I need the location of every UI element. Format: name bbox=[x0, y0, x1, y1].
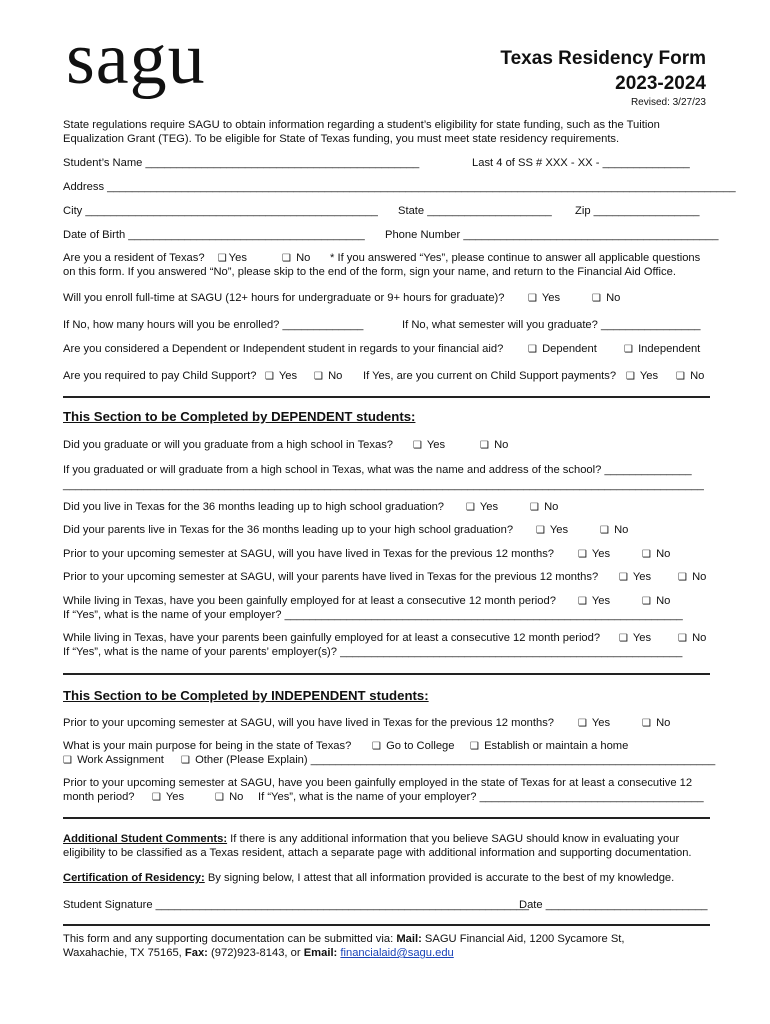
dep-q6-no-checkbox[interactable]: ❑ No bbox=[678, 571, 707, 583]
dep-q7: While living in Texas, have you been gainfully employed for at least a consecutive 12 month period? bbox=[63, 595, 556, 607]
independent-checkbox[interactable]: ❑ Independent bbox=[624, 343, 701, 355]
checkbox-icon: ❑ bbox=[619, 572, 628, 583]
child-support-current-no-checkbox[interactable]: ❑ No bbox=[676, 370, 705, 382]
ind-q3: Prior to your upcoming semester at SAGU, have you been gainfully employed in the state of Texas for at least a consecutive 12 bbox=[63, 777, 693, 789]
dep-q4: Did your parents live in Texas for the 36 months leading up to your high school graduation? bbox=[63, 524, 514, 536]
signature-date-field[interactable]: Date __________________________ bbox=[519, 899, 708, 911]
checkbox-icon: ❑ bbox=[314, 371, 323, 382]
establish-home-checkbox[interactable]: ❑ Establish or maintain a home bbox=[470, 740, 629, 752]
checkbox-icon: ❑ bbox=[624, 344, 633, 355]
fulltime-yes-checkbox[interactable]: ❑ Yes bbox=[528, 292, 561, 304]
resident-yes-checkbox[interactable]: ❑ Yes bbox=[217, 252, 247, 264]
additional-comments: Additional Student Comments: If there is any additional information that you believe SAGU should know in evaluating your eligibility to be classified as a Texas resident, attach a separate page with additional information and supporting documentation. bbox=[63, 833, 692, 859]
ind-q2: What is your main purpose for being in the state of Texas? bbox=[63, 740, 352, 752]
ind-q1-no-checkbox[interactable]: ❑ No bbox=[642, 717, 671, 729]
form-year: 2023-2024 bbox=[615, 73, 706, 94]
fulltime-no-checkbox[interactable]: ❑ No bbox=[592, 292, 621, 304]
form-title: Texas Residency Form bbox=[500, 48, 706, 69]
dep-q3: Did you live in Texas for the 36 months leading up to high school graduation? bbox=[63, 501, 445, 513]
dep-q2-line[interactable]: _______________________________________________________________________________________________________ bbox=[63, 479, 704, 491]
resident-note-2: on this form. If you answered “No”, please skip to the end of the form, sign your name, and return to the Financial Aid Office. bbox=[63, 266, 676, 278]
dep-q6: Prior to your upcoming semester at SAGU, will your parents have lived in Texas for the previous 12 months? bbox=[63, 571, 599, 583]
checkbox-icon: ❑ bbox=[265, 371, 274, 382]
ind-q3b: month period? bbox=[63, 791, 135, 803]
footer-line-2: Waxahachie, TX 75165, Fax: (972)923-8143, or Email: financialaid@sagu.edu bbox=[63, 947, 454, 959]
footer-line-1: This form and any supporting documentation can be submitted via: Mail: SAGU Financial Aid, 1200 Sycamore St, bbox=[63, 933, 625, 945]
work-assignment-checkbox[interactable]: ❑ Work Assignment bbox=[63, 754, 164, 766]
intro-paragraph: State regulations require SAGU to obtain information regarding a student’s eligibility for state funding, such as the Tuition Equalization Grant (TEG). To be eligible for State of Texas funding, you must meet state residency requirements. bbox=[63, 119, 660, 145]
checkbox-icon: ❑ bbox=[678, 572, 687, 583]
checkbox-icon: ❑ bbox=[642, 596, 651, 607]
checkbox-icon: ❑ bbox=[282, 253, 291, 264]
dep-q5-no-checkbox[interactable]: ❑ No bbox=[642, 548, 671, 560]
ind-q3-no-checkbox[interactable]: ❑ No bbox=[215, 791, 244, 803]
ind-q3-yes-checkbox[interactable]: ❑ Yes bbox=[152, 791, 185, 803]
checkbox-icon: ❑ bbox=[181, 755, 190, 766]
checkbox-icon: ❑ bbox=[592, 293, 601, 304]
ind-q1: Prior to your upcoming semester at SAGU, will you have lived in Texas for the previous 12 months? bbox=[63, 717, 555, 729]
dep-q7-yes-checkbox[interactable]: ❑ Yes bbox=[578, 595, 611, 607]
child-support-yes-checkbox[interactable]: ❑ Yes bbox=[265, 370, 298, 382]
resident-question: Are you a resident of Texas? ❑ Yes bbox=[63, 252, 247, 264]
phone-field[interactable]: Phone Number _________________________________________ bbox=[385, 229, 719, 241]
checkbox-icon: ❑ bbox=[528, 293, 537, 304]
dep-q6-yes-checkbox[interactable]: ❑ Yes bbox=[619, 571, 652, 583]
checkbox-icon: ❑ bbox=[578, 718, 587, 729]
student-name-field[interactable]: Student’s Name ____________________________________________ bbox=[63, 157, 420, 169]
checkbox-icon: ❑ bbox=[413, 440, 422, 451]
resident-no-checkbox[interactable]: ❑ No bbox=[282, 252, 311, 264]
dep-q7-no-checkbox[interactable]: ❑ No bbox=[642, 595, 671, 607]
dep-q5-yes-checkbox[interactable]: ❑ Yes bbox=[578, 548, 611, 560]
checkbox-icon: ❑ bbox=[642, 549, 651, 560]
checkbox-icon: ❑ bbox=[152, 792, 161, 803]
checkbox-icon: ❑ bbox=[626, 371, 635, 382]
dep-q2-school-field[interactable]: If you graduated or will graduate from a high school in Texas, what was the name and address of the school? ______________ bbox=[63, 464, 692, 476]
sagu-logo: sagu bbox=[66, 18, 206, 100]
dep-q5: Prior to your upcoming semester at SAGU, will you have lived in Texas for the previous 12 months? bbox=[63, 548, 555, 560]
ind-q1-yes-checkbox[interactable]: ❑ Yes bbox=[578, 717, 611, 729]
checkbox-icon: ❑ bbox=[480, 440, 489, 451]
checkbox-icon: ❑ bbox=[578, 596, 587, 607]
certification: Certification of Residency: By signing below, I attest that all information provided is accurate to the best of my knowledge. bbox=[63, 872, 675, 884]
other-explain-checkbox[interactable]: ❑ Other (Please Explain) _________________________________________________________________ bbox=[181, 754, 716, 766]
child-support-no-checkbox[interactable]: ❑ No bbox=[314, 370, 343, 382]
divider bbox=[63, 396, 710, 398]
ssn-field[interactable]: Last 4 of SS # XXX - XX - ______________ bbox=[472, 157, 690, 169]
checkbox-icon: ❑ bbox=[528, 344, 537, 355]
child-support-current-question: If Yes, are you current on Child Support payments? bbox=[363, 370, 617, 382]
checkbox-icon: ❑ bbox=[536, 525, 545, 536]
hours-field[interactable]: If No, how many hours will you be enrolled? _____________ bbox=[63, 319, 364, 331]
revised-date: Revised: 3/27/23 bbox=[630, 97, 706, 108]
dob-field[interactable]: Date of Birth ______________________________________ bbox=[63, 229, 365, 241]
dependent-section-heading: This Section to be Completed by DEPENDENT students: bbox=[63, 409, 416, 424]
divider bbox=[63, 673, 710, 675]
checkbox-icon: ❑ bbox=[63, 755, 72, 766]
checkbox-icon: ❑ bbox=[530, 502, 539, 513]
dep-q8-employer-field[interactable]: If “Yes”, what is the name of your parents’ employer(s)? _______________________________________________________ bbox=[63, 646, 683, 658]
checkbox-icon: ❑ bbox=[600, 525, 609, 536]
dep-q3-no-checkbox[interactable]: ❑ No bbox=[530, 501, 559, 513]
fulltime-question: Will you enroll full-time at SAGU (12+ hours for undergraduate or 9+ hours for graduate)? bbox=[63, 292, 505, 304]
signature-field[interactable]: Student Signature ____________________________________________________________ bbox=[63, 899, 529, 911]
dep-q4-yes-checkbox[interactable]: ❑ Yes bbox=[536, 524, 569, 536]
child-support-question: Are you required to pay Child Support? bbox=[63, 370, 257, 382]
dependent-checkbox[interactable]: ❑ Dependent bbox=[528, 343, 597, 355]
checkbox-icon: ❑ bbox=[372, 741, 381, 752]
go-to-college-checkbox[interactable]: ❑ Go to College bbox=[372, 740, 455, 752]
dep-q8-yes-checkbox[interactable]: ❑ Yes bbox=[619, 632, 652, 644]
resident-note: * If you answered “Yes”, please continue to answer all applicable questions bbox=[330, 252, 701, 264]
checkbox-icon: ❑ bbox=[619, 633, 628, 644]
dep-q1-no-checkbox[interactable]: ❑ No bbox=[480, 439, 509, 451]
dep-q7-employer-field[interactable]: If “Yes”, what is the name of your employer? ________________________________________________________________ bbox=[63, 609, 683, 621]
dep-q4-no-checkbox[interactable]: ❑ No bbox=[600, 524, 629, 536]
dep-q1-yes-checkbox[interactable]: ❑ Yes bbox=[413, 439, 446, 451]
address-field[interactable]: Address _____________________________________________________________________________________________________ bbox=[63, 181, 736, 193]
checkbox-icon: ❑ bbox=[217, 253, 227, 264]
city-field[interactable]: City _______________________________________________ bbox=[63, 205, 378, 217]
divider bbox=[63, 817, 710, 819]
checkbox-icon: ❑ bbox=[678, 633, 687, 644]
graduate-semester-field[interactable]: If No, what semester will you graduate? ________________ bbox=[402, 319, 701, 331]
state-field[interactable]: State ____________________ bbox=[398, 205, 552, 217]
ind-q3-employer-field[interactable]: If “Yes”, what is the name of your employer? ____________________________________ bbox=[258, 791, 704, 803]
checkbox-icon: ❑ bbox=[578, 549, 587, 560]
checkbox-icon: ❑ bbox=[642, 718, 651, 729]
checkbox-icon: ❑ bbox=[676, 371, 685, 382]
dependent-question: Are you considered a Dependent or Independent student in regards to your financial aid? bbox=[63, 343, 504, 355]
child-support-current-yes-checkbox[interactable]: ❑ Yes bbox=[626, 370, 659, 382]
dep-q8-no-checkbox[interactable]: ❑ No bbox=[678, 632, 707, 644]
divider bbox=[63, 924, 710, 926]
checkbox-icon: ❑ bbox=[215, 792, 224, 803]
independent-section-heading: This Section to be Completed by INDEPENDENT students: bbox=[63, 688, 429, 703]
dep-q8: While living in Texas, have your parents been gainfully employed for at least a consecutive 12 month period? bbox=[63, 632, 601, 644]
email-link[interactable]: financialaid@sagu.edu bbox=[340, 947, 454, 959]
checkbox-icon: ❑ bbox=[470, 741, 479, 752]
dep-q1: Did you graduate or will you graduate from a high school in Texas? bbox=[63, 439, 394, 451]
checkbox-icon: ❑ bbox=[466, 502, 475, 513]
zip-field[interactable]: Zip _________________ bbox=[575, 205, 700, 217]
dep-q3-yes-checkbox[interactable]: ❑ Yes bbox=[466, 501, 499, 513]
